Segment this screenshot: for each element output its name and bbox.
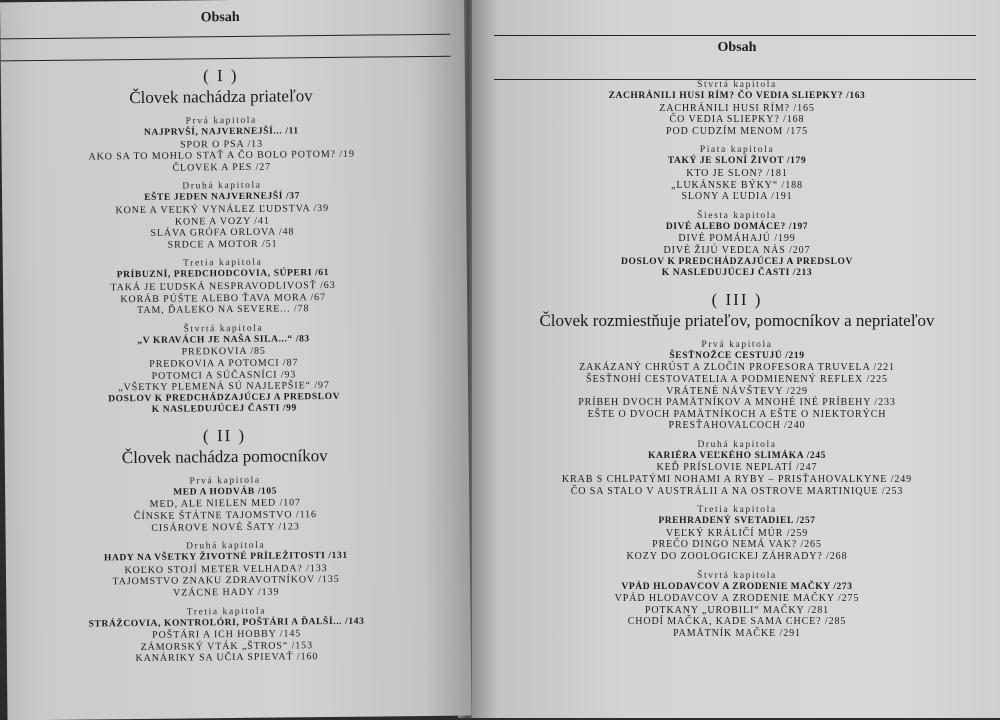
- toc-entry: KRAB S CHLPATÝMI NOHAMI A RYBY – PRISŤAHOVALKYNE /249: [561, 474, 913, 486]
- toc-entry: CHODÍ MAČKA, KADE SAMA CHCE? /285: [627, 616, 847, 628]
- chapter-title: VPÁD HLODAVCOV A ZRODENIE MAČKY /273: [621, 581, 853, 592]
- toc-entry: KORÁB PÚŠTE ALEBO ŤAVA MORA /67: [120, 291, 326, 305]
- toc-entry: KONE A VOZY /41: [174, 215, 270, 228]
- chapter-title: „V KRAVÁCH JE NAŠA SILA...“ /83: [137, 333, 310, 346]
- toc-entry: VPÁD HLODAVCOV A ZRODENIE MAČKY /275: [614, 593, 860, 605]
- toc-entry: KOĽKO STOJÍ METER VELHADA? /133: [124, 562, 328, 577]
- toc-entry: KTO JE SLON? /181: [686, 167, 788, 179]
- chapter-title: EŠTE JEDEN NAJVERNEJŠÍ /37: [144, 191, 300, 204]
- toc-entry: ZAKÁZANÝ CHRÚST A ZLOČIN PROFESORA TRUVELA /221: [579, 362, 895, 374]
- chapter-title: HADY NA VŠETKY ŽIVOTNÉ PRÍLEŽITOSTI /131: [103, 551, 348, 564]
- toc-entry: DIVÉ ŽIJÚ VEDĽA NÁS /207: [663, 244, 811, 256]
- table-of-contents: [1, 54, 447, 667]
- chapter-label: Prvá kapitola: [701, 339, 773, 350]
- toc-entry: PRÍBEH DVOCH PAMÄTNÍKOV A MNOHÉ INÉ PRÍBEHY /233: [578, 397, 896, 409]
- chapter-label: Piata kapitola: [699, 145, 775, 156]
- chapter-block: [492, 145, 982, 202]
- toc-entry: VRÁTENÉ NÁVŠTEVY /229: [666, 385, 808, 397]
- toc-entry: SLÁVA GRÓFA ORLOVA /48: [150, 226, 295, 240]
- toc-entry: TAJOMSTVO ZNAKU ZDRAVOTNÍKOV /135: [112, 574, 340, 588]
- toc-entry: DIVÉ POMÁHAJÚ /199: [678, 233, 796, 245]
- header-rule: [494, 35, 976, 36]
- closing-entry: DOSLOV K PREDCHÁDZAJÚCEJ A PREDSLOV: [108, 391, 341, 405]
- chapter-label: Štvrtá kapitola: [697, 570, 777, 581]
- toc-entry: POD CUDZÍM MENOM /175: [666, 125, 808, 137]
- chapter-label: Prvá kapitola: [185, 115, 257, 127]
- table-of-contents: [492, 72, 982, 640]
- toc-entry: ČLOVEK A PES /27: [172, 161, 272, 174]
- part-number: ( III ): [711, 289, 763, 309]
- toc-entry: TAM, ĎALEKO NA SEVERE... /78: [137, 303, 310, 317]
- part-block: [492, 290, 982, 640]
- part-number: ( I ): [202, 65, 239, 86]
- toc-entry: KEĎ PRÍSLOVIE NEPLATÍ /247: [656, 462, 818, 474]
- toc-entry: ČO SA STALO V AUSTRÁLII A NA OSTROVE MARTINIQUE /253: [570, 485, 904, 497]
- chapter-title: STRÁŽCOVIA, KONTROLÓRI, POŠTÁRI A ĎALŠÍ... /143: [88, 616, 365, 630]
- chapter-label: Druhá kapitola: [697, 439, 777, 450]
- chapter-block: [492, 340, 982, 432]
- toc-entry: VEĽKÝ KRÁLIČÍ MÚR /259: [665, 527, 809, 539]
- chapter-label: Druhá kapitola: [182, 181, 262, 192]
- chapter-label: Štvrtá kapitola: [697, 80, 777, 90]
- chapter-block: [2, 179, 443, 253]
- toc-entry: MED, ALE NIELEN MED /107: [149, 497, 301, 511]
- part-title: Človek rozmiestňuje priateľov, pomocníkov a nepriateľov: [539, 310, 935, 330]
- toc-entry: SPOR O PSA /13: [179, 138, 264, 151]
- closing-entry: K NASLEDUJÚCEJ ČASTI /99: [151, 403, 297, 416]
- part-block: [4, 424, 446, 667]
- part-title: Človek nachádza priateľov: [129, 86, 313, 108]
- toc-entry: SLONY A ĽUDIA /191: [681, 191, 793, 203]
- toc-entry: ČO VEDIA SLIEPKY? /168: [669, 114, 805, 126]
- header-rule: [0, 34, 450, 40]
- right-page: [472, 0, 1000, 718]
- part-title: Človek nachádza pomocníkov: [121, 445, 328, 468]
- chapter-title: PREHRADENÝ SVETADIEL /257: [658, 516, 816, 527]
- closing-entry: K NASLEDUJÚCEJ ČASTI /213: [661, 268, 813, 279]
- toc-entry: ŠESŤNOHÍ CESTOVATELIA A PODMIENENÝ REFLEX /225: [586, 373, 888, 385]
- toc-entry: ZÁMORSKÝ VTÁK „ŠTROS“ /153: [140, 640, 314, 653]
- toc-entry: ZACHRÁNILI HUSI RÍM? /165: [659, 102, 815, 114]
- chapter-block: [492, 571, 982, 640]
- chapter-block: [3, 322, 444, 419]
- chapter-block: [3, 256, 444, 318]
- chapter-title: TAKÝ JE SLONÍ ŽIVOT /179: [667, 156, 807, 167]
- chapter-title: PRÍBUZNÍ, PREDCHODCOVIA, SÚPERI /61: [116, 268, 330, 281]
- chapter-label: Druhá kapitola: [186, 540, 266, 552]
- toc-entry: POTOMCI A SÚČASNÍCI /93: [151, 368, 297, 382]
- chapter-block: [492, 211, 982, 280]
- chapter-label: Tretia kapitola: [697, 505, 777, 516]
- chapter-block: [6, 604, 447, 666]
- chapter-title: MED A HODVÁB /105: [173, 486, 278, 498]
- chapter-title: KARIÉRA VEĽKÉHO SLIMÁKA /245: [648, 450, 826, 461]
- chapter-label: Tretia kapitola: [183, 258, 263, 269]
- page-header: Obsah: [717, 40, 757, 55]
- toc-entry: KONE A VEĽKÝ VYNÁLEZ ĽUDSTVA /39: [115, 202, 330, 217]
- chapter-title: NAJPRVŠÍ, NAJVERNEJŠÍ... /11: [143, 126, 299, 138]
- toc-entry: PREČO DINGO NEMÁ VAK? /265: [652, 539, 822, 551]
- chapter-label: Štvrtá kapitola: [183, 323, 264, 335]
- toc-entry: VZÁCNE HADY /139: [173, 586, 280, 599]
- toc-entry: POTKANY „UROBILI“ MAČKY /281: [644, 604, 830, 616]
- chapter-title: DIVÉ ALEBO DOMÁCE? /197: [665, 221, 809, 232]
- closing-entry: DOSLOV K PREDCHÁDZAJÚCEJ A PREDSLOV: [621, 256, 853, 267]
- toc-entry: KANÁRIKY SA UČIA SPIEVAŤ /160: [135, 651, 319, 665]
- chapter-title: ŠESŤNOŽCE CESTUJÚ /219: [669, 350, 805, 361]
- toc-entry: AKO SA TO MOHLO STAŤ A ČO BOLO POTOM? /19: [88, 148, 355, 163]
- toc-entry: SRDCE A MOTOR /51: [167, 238, 278, 251]
- chapter-block: [492, 505, 982, 562]
- toc-entry: PAMÄTNÍK MAČKE /291: [673, 628, 801, 639]
- chapter-block: [492, 80, 982, 137]
- chapter-label: Tretia kapitola: [186, 606, 267, 618]
- chapter-block: [6, 539, 447, 601]
- chapter-block: [492, 440, 982, 497]
- toc-entry: TAKÁ JE ĽUDSKÁ NESPRAVODLIVOSŤ /63: [110, 279, 336, 294]
- chapter-label: Šiesta kapitola: [697, 210, 777, 221]
- chapter-block: [5, 474, 446, 536]
- page-header: Obsah: [200, 9, 240, 26]
- chapter-title: ZACHRÁNILI HUSI RÍM? ČO VEDIA SLIEPKY? /163: [608, 91, 866, 101]
- toc-entry: „LUKÁNSKE BÝKY“ /188: [671, 179, 803, 191]
- toc-entry: „VŠETKY PLEMENÁ SÚ NAJLEPŠIE“ /97: [118, 380, 330, 394]
- chapter-label: Prvá kapitola: [189, 475, 261, 487]
- toc-entry: EŠTE O DVOCH PAMÄTNÍKOCH A EŠTE O NIEKTORÝCH: [587, 408, 887, 420]
- toc-entry: POŠTÁRI A ICH HOBBY /145: [152, 628, 302, 642]
- toc-entry: CISÁROVE NOVÉ ŠATY /123: [151, 520, 300, 534]
- chapter-block: [1, 114, 442, 176]
- toc-entry: KOZY DO ZOOLOGICKEJ ZÁHRADY? /268: [626, 551, 848, 563]
- toc-entry: PRESŤAHOVALCOCH /240: [668, 420, 806, 432]
- toc-entry: ČÍNSKE ŠTÁTNE TAJOMSTVO /116: [133, 509, 317, 523]
- part-number: ( II ): [202, 425, 247, 446]
- toc-entry: PREDKOVIA /85: [181, 345, 266, 358]
- part-block: [1, 64, 445, 418]
- left-page: [0, 0, 471, 720]
- toc-entry: PREDKOVIA A POTOMCI /87: [149, 357, 299, 370]
